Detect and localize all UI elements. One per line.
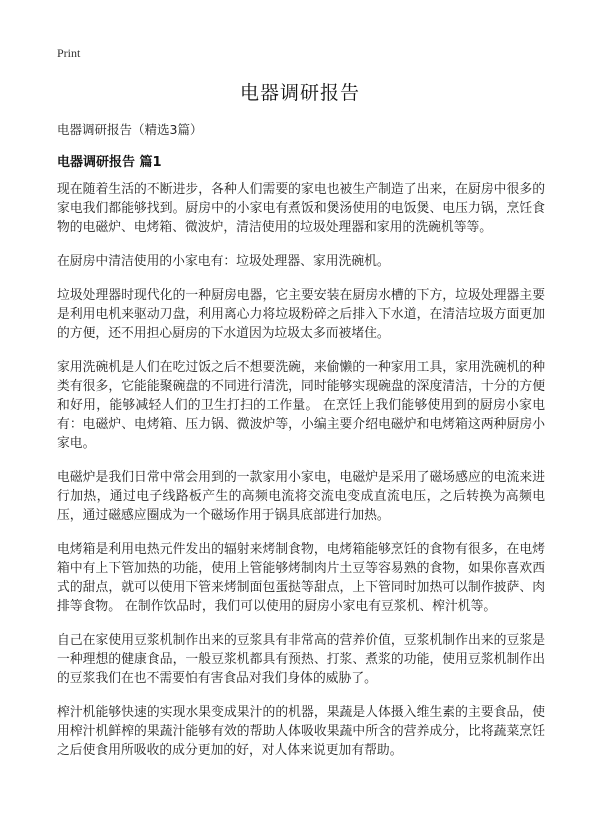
paragraph-3: 垃圾处理器时现代化的一种厨房电器，它主要安装在厨房水槽的下方，垃圾处理器主要是利用电机来驱动刀盘，利用离心力将垃圾粉碎之后排入下水道，在清洁垃圾方面更加的方便，还不用担心厨房的下水道因为垃圾太多而被堵住。 (57, 288, 545, 341)
document-subtitle: 电器调研报告（精选3篇） (57, 122, 203, 137)
document-title: 电器调研报告 (239, 82, 360, 104)
paragraph-5: 电磁炉是我们日常中常会用到的一款家用小家电，电磁炉是采用了磁场感应的电流来进行加热，通过电子线路板产生的高频电流将交流电变成直流电压，之后转换为高频电压，通过磁感应圈成为一个磁场作用于锅具底部进行加热。 (57, 470, 545, 523)
paragraph-6: 电烤箱是利用电热元件发出的辐射来烤制食物，电烤箱能够烹饪的食物有很多，在电烤箱中有上下管加热的功能，使用上管能够烤制肉片土豆等容易熟的食物，如果你喜欢西式的甜点，就可以使用下管来烤制面包蛋挞等甜点，上下管同时加热可以制作披萨、肉排等食物。 在制作饮品时，我们可以使用的厨房小家电有豆浆机、榨汁机等。 (57, 542, 545, 614)
paragraph-1: 现在随着生活的不断进步，各种人们需要的家电也被生产制造了出来，在厨房中很多的家电我们都能够找到。厨房中的小家电有煮饭和煲汤使用的电饭煲、电压力锅，烹饪食物的电磁炉、电烤箱、微波炉，清洁使用的垃圾处理器和家用的洗碗机等等。 (57, 182, 545, 235)
paragraph-7: 自己在家使用豆浆机制作出来的豆浆具有非常高的营养价值，豆浆机制作出来的豆浆是一种理想的健康食品，一般豆浆机都具有预热、打浆、煮浆的功能，使用豆浆机制作出的豆浆我们在也不需要怕有害食品对我们身体的威胁了。 (57, 633, 545, 686)
document-body (57, 180, 545, 775)
print-link[interactable]: Print (57, 46, 81, 60)
paragraph-4: 家用洗碗机是人们在吃过饭之后不想要洗碗，来偷懒的一种家用工具，家用洗碗机的种类有很多，它能能聚碗盘的不同进行清洗，同时能够实现碗盘的深度清洁，十分的方便和好用，能够减轻人们的卫生打扫的工作量。 在烹饪上我们能够使用到的厨房小家电有：电磁炉、电烤箱、压力锅、微波炉等，小编主要介绍电磁炉和电烤箱这两种厨房小家电。 (57, 360, 545, 451)
paragraph-2: 在厨房中清洁使用的小家电有：垃圾处理器、家用洗碗机。 (57, 254, 390, 269)
paragraph-8: 榨汁机能够快速的实现水果变成果汁的的机器，果蔬是人体摄入维生素的主要食品，使用榨汁机鲜榨的果蔬汁能够有效的帮助人体吸收果蔬中所含的营养成分，比将蔬菜烹饪之后使食用所吸收的成分更加的好，对人体来说更加有帮助。 (57, 705, 545, 758)
section-heading: 电器调研报告 篇1 (57, 155, 162, 170)
